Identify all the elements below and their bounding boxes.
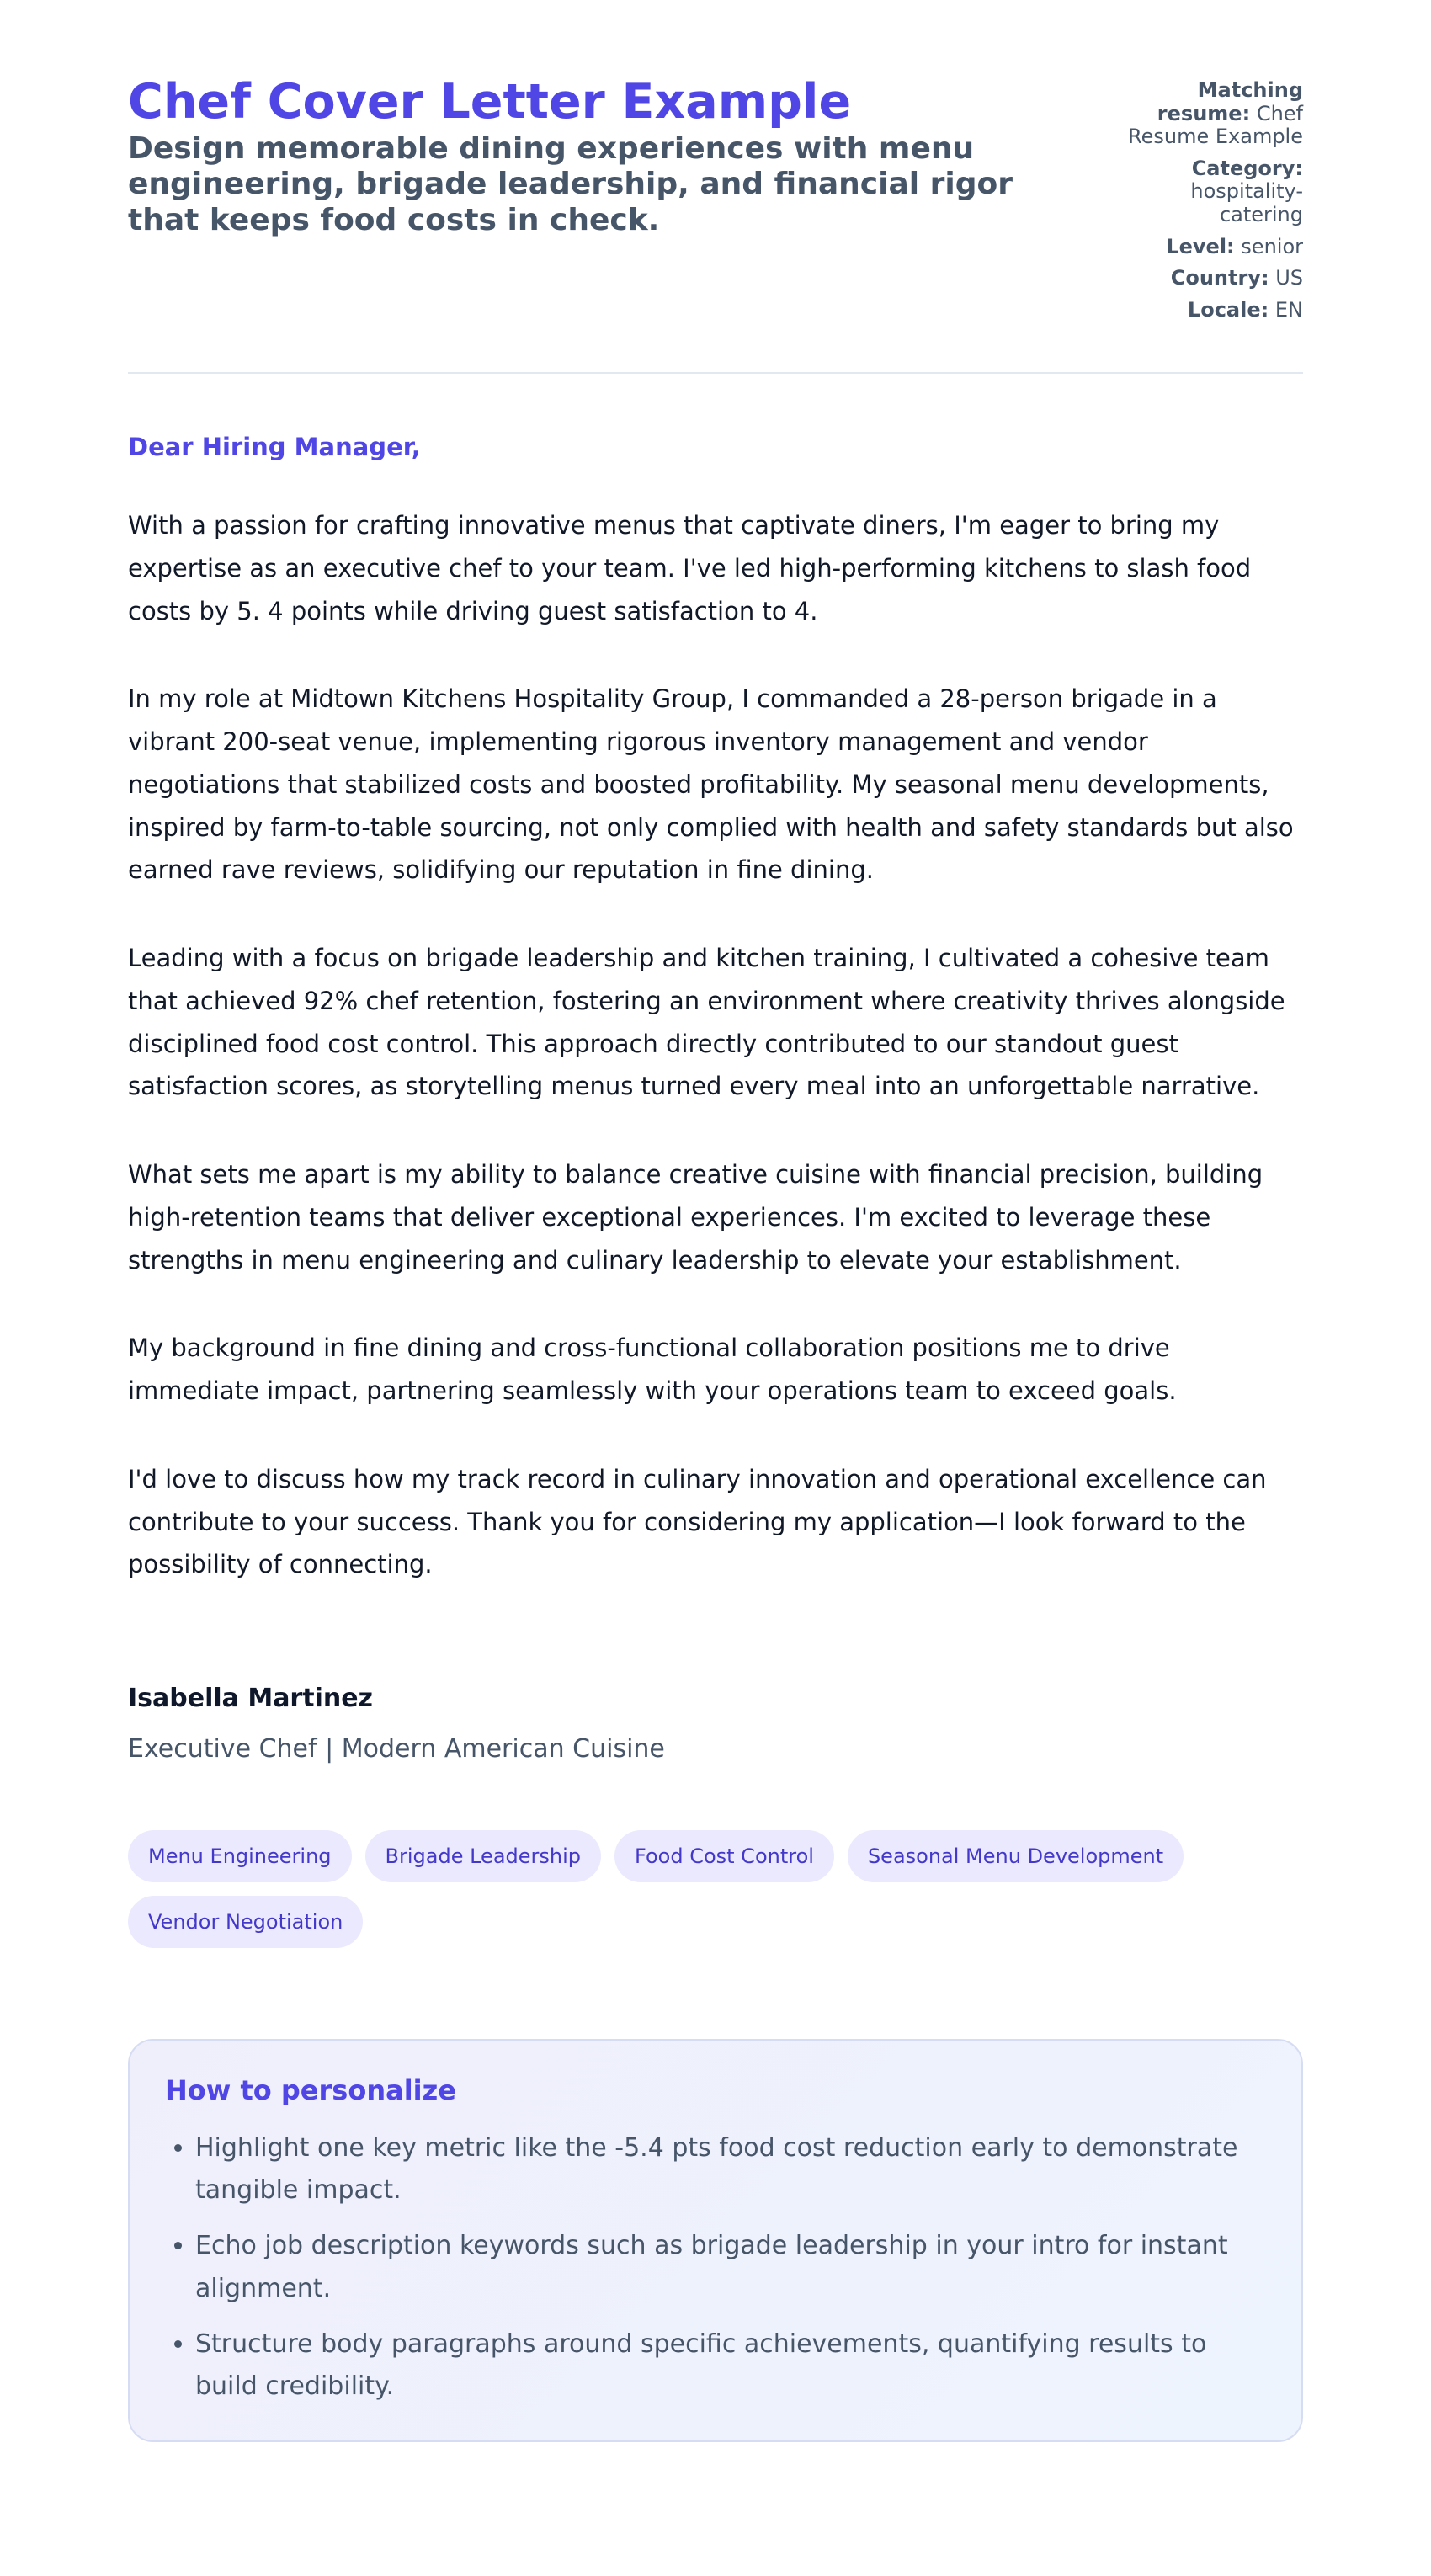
letter-paragraph: I'd love to discuss how my track record in culinary innovation and operational excellence can contribute to your success. Thank you for considering my application—I look forward to the possibility of connecting.	[128, 1464, 1267, 1579]
tips-list	[165, 2127, 1266, 2408]
meta-category-label: Category:	[1191, 156, 1303, 180]
tip-item: • Echo job description keywords such as brigade leadership in your intro for instant alignment.	[195, 2225, 1266, 2310]
page-subtitle: Design memorable dining experiences with menu engineering, brigade leadership, and financial rigor that keeps food costs in check.	[128, 130, 1013, 237]
meta-matching-resume-label: Matching resume:	[1157, 78, 1303, 125]
signature-block	[128, 1684, 1303, 1764]
page-header	[128, 76, 1303, 374]
meta-matching-resume-value: Chef Resume Example	[1128, 101, 1303, 149]
letter-paragraph: What sets me apart is my ability to balance creative cuisine with financial precision, building high-retention teams that deliver exceptional experiences. I'm excited to leverage these strengths in menu engineering and culinary leadership to elevate your establishment.	[128, 1160, 1263, 1275]
meta-level	[1109, 236, 1303, 259]
skill-tag: Vendor Negotiation	[128, 1896, 363, 1948]
meta-locale	[1109, 299, 1303, 322]
meta-locale-label: Locale:	[1187, 297, 1269, 322]
meta-level-label: Level:	[1166, 234, 1235, 258]
meta-panel	[1109, 76, 1303, 330]
letter-paragraph: My background in fine dining and cross-functional collaboration positions me to drive immediate impact, partnering seamlessly with your operations team to exceed goals.	[128, 1333, 1177, 1406]
signature-title: Executive Chef | Modern American Cuisine	[128, 1734, 665, 1764]
meta-country-value: US	[1275, 266, 1303, 290]
signature-name: Isabella Martinez	[128, 1684, 374, 1714]
skill-tag: Seasonal Menu Development	[848, 1830, 1184, 1882]
meta-country	[1109, 267, 1303, 290]
skill-tag: Food Cost Control	[614, 1830, 834, 1882]
tip-item: • Highlight one key metric like the -5.4 pts food cost reduction early to demonstrate tangible impact.	[195, 2127, 1266, 2212]
letter-paragraph: In my role at Midtown Kitchens Hospitality Group, I commanded a 28-person brigade in a vibrant 200-seat venue, implementing rigorous inventory management and vendor negotiations that stabilized costs and boosted profitability. My seasonal menu developments, inspired by farm-to-table sourcing, not only complied with health and safety standards but also earned rave reviews, solidifying our reputation in fine dining.	[128, 684, 1294, 885]
skill-tags	[128, 1830, 1303, 1948]
skill-tag: Brigade Leadership	[365, 1830, 601, 1882]
salutation: Dear Hiring Manager,	[128, 433, 421, 462]
meta-level-value: senior	[1241, 234, 1303, 258]
tips-title: How to personalize	[165, 2074, 456, 2107]
skill-tag: Menu Engineering	[128, 1830, 352, 1882]
tip-item: • Structure body paragraphs around specific achievements, quantifying results to build credibility.	[195, 2323, 1266, 2408]
meta-category-value: hospitality-catering	[1190, 179, 1303, 226]
meta-locale-value: EN	[1274, 297, 1303, 322]
letter-paragraph: With a passion for crafting innovative menus that captivate diners, I'm eager to bring my expertise as an executive chef to your team. I've led high-performing kitchens to slash food costs by 5. 4 points while driving guest satisfaction to 4.	[128, 511, 1252, 625]
meta-matching-resume	[1109, 79, 1303, 149]
page-title: Chef Cover Letter Example	[128, 74, 852, 130]
meta-category	[1109, 157, 1303, 227]
personalize-tips-box	[128, 2039, 1303, 2442]
letter-paragraph: Leading with a focus on brigade leadership and kitchen training, I cultivated a cohesive team that achieved 92% chef retention, fostering an environment where creativity thrives alongside disciplined food cost control. This approach directly contributed to our standout guest satisfaction scores, as storytelling menus turned every meal into an unforgettable narrative.	[128, 944, 1285, 1101]
meta-country-label: Country:	[1170, 266, 1269, 290]
letter-body	[128, 374, 1303, 2442]
header-text	[128, 76, 1037, 238]
